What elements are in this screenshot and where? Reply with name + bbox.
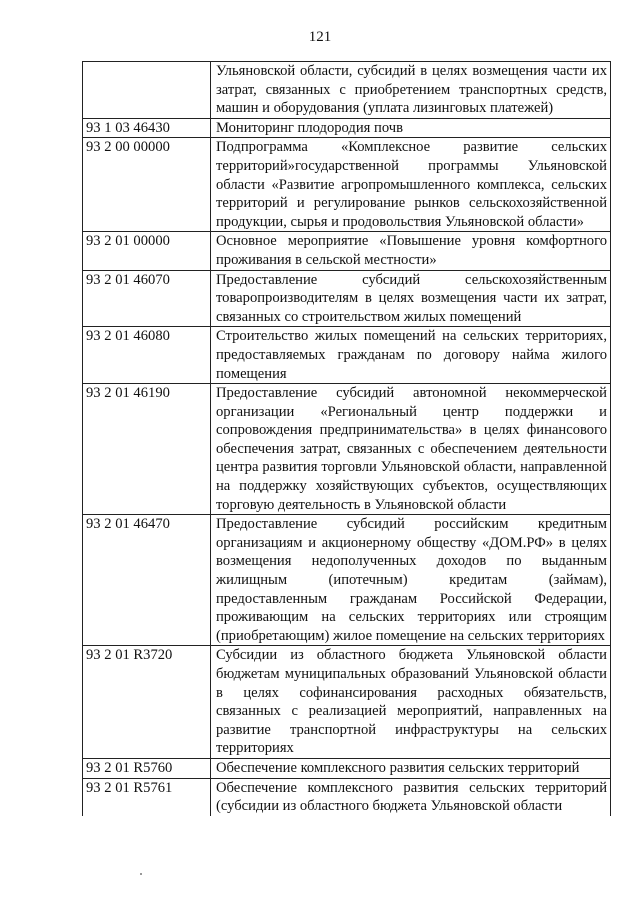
row-description: Субсидии из областного бюджета Ульяновской области бюджетам муниципальных образований Ульяновской области в целях софинансирования расходных обязательств, связанных с реализацией мероприятий, направленных на развитие транспортной инфраструктуры на сельских территориях [211, 646, 611, 759]
row-code: 93 2 01 46080 [83, 327, 211, 384]
row-description: Предоставление субсидий российским кредитным организациям и акционерному обществу «ДОМ.РФ» в целях возмещения недополученных доходов по выданным жилищным (ипотечным) кредитам (займам), предоставленным гражданам Российской Федерации, проживающим на сельских территориях или строящим (приобретающим) жилое помещение на сельских территориях [211, 515, 611, 646]
row-description: Предоставление субсидий автономной некоммерческой организации «Региональный центр поддержки и сопровождения предпринимательства» в целях финансового обеспечения затрат, связанных с обеспечением деятельности центра развития торговли Ульяновской области, направленной на поддержку хозяйствующих субъектов, осуществляющих торговую деятельность в Ульяновской области [211, 384, 611, 515]
row-code: 93 2 01 46190 [83, 384, 211, 515]
row-code: 93 2 01 46070 [83, 270, 211, 327]
row-code: 93 2 01 00000 [83, 232, 211, 270]
table-row [83, 758, 611, 778]
row-description: Ульяновской области, субсидий в целях возмещения части их затрат, связанных с приобретением транспортных средств, машин и оборудования (уплата лизинговых платежей) [211, 62, 611, 119]
row-description: Подпрограмма «Комплексное развитие сельских территорий»государственной программы Ульяновской области «Развитие агропромышленного комплекса, сельских территорий и регулирование рынков сельскохозяйственной продукции, сырья и продовольствия Ульяновской области» [211, 138, 611, 232]
table-row [83, 778, 611, 816]
table-row [83, 270, 611, 327]
table-row [83, 138, 611, 232]
page-number: 121 [308, 29, 332, 45]
row-code: 93 2 01 R5760 [83, 758, 211, 778]
table-row [83, 646, 611, 759]
row-code: 93 1 03 46430 [83, 118, 211, 138]
row-description: Предоставление субсидий сельскохозяйственным товаропроизводителям в целях возмещения части их затрат, связанных со строительством жилых помещений [211, 270, 611, 327]
row-code: 93 2 01 R3720 [83, 646, 211, 759]
table-row [83, 232, 611, 270]
row-description: Обеспечение комплексного развития сельских территорий (субсидии из областного бюджета Ульяновской области [211, 778, 611, 816]
table-row [83, 327, 611, 384]
row-description: Строительство жилых помещений на сельских территориях, предоставляемых гражданам по договору найма жилого помещения [211, 327, 611, 384]
scan-artifact [140, 873, 142, 875]
row-code: 93 2 01 R5761 [83, 778, 211, 816]
row-code: 93 2 00 00000 [83, 138, 211, 232]
table-row [83, 118, 611, 138]
row-code [83, 62, 211, 119]
row-description: Обеспечение комплексного развития сельских территорий [211, 758, 611, 778]
table-row [83, 384, 611, 515]
row-description: Основное мероприятие «Повышение уровня комфортного проживания в сельской местности» [211, 232, 611, 270]
table-row [83, 515, 611, 646]
table-row [83, 62, 611, 119]
row-description: Мониторинг плодородия почв [211, 118, 611, 138]
row-code: 93 2 01 46470 [83, 515, 211, 646]
budget-classification-table [82, 61, 611, 816]
